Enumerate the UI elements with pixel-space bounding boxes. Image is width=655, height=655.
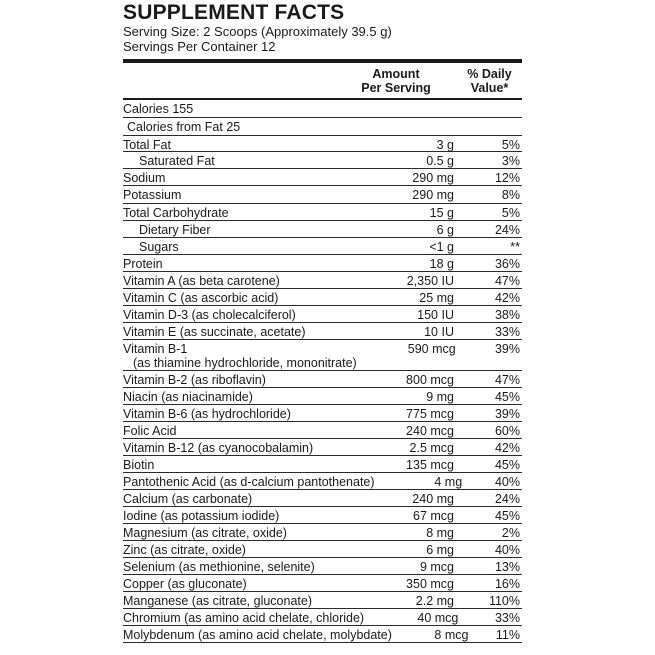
nutrient-name: Vitamin B-1 (as thiamine hydrochloride, mononitrate) (123, 342, 357, 370)
nutrient-daily-value: 40% (494, 543, 520, 557)
nutrient-amount: 2,350 IU (406, 274, 454, 288)
nutrient-name: Zinc (as citrate, oxide) (123, 543, 246, 557)
nutrient-daily-value: 12% (494, 171, 520, 185)
nutrient-row (123, 473, 522, 490)
nutrient-amount: 800 mcg (406, 373, 454, 387)
nutrient-amount: 150 IU (417, 308, 454, 322)
nutrient-row (123, 388, 522, 405)
nutrient-amount: 25 mg (419, 291, 454, 305)
nutrient-amount: 590 mcg (407, 342, 456, 356)
nutrient-amount: 40 mcg (417, 611, 459, 625)
nutrient-daily-value: 33% (494, 325, 520, 339)
nutrient-amount: 240 mcg (406, 424, 454, 438)
nutrient-name: Biotin (123, 458, 155, 472)
nutrient-amount: 10 IU (424, 325, 454, 339)
nutrient-name: Calories 155 (123, 102, 194, 116)
nutrient-source: (as thiamine hydrochloride, mononitrate) (133, 356, 357, 370)
nutrient-daily-value: 36% (494, 257, 520, 271)
supplement-facts-panel (123, 0, 522, 643)
nutrient-name: Vitamin B-2 (as riboflavin) (123, 373, 266, 387)
nutrient-name: Dietary Fiber (139, 223, 211, 237)
nutrient-name: Vitamin D-3 (as cholecalciferol) (123, 308, 296, 322)
nutrient-name: Protein (123, 257, 163, 271)
nutrient-amount: 350 mcg (406, 577, 454, 591)
nutrient-amount: 6 g (436, 223, 454, 237)
nutrient-name: Folic Acid (123, 424, 177, 438)
nutrient-amount: 290 mg (412, 171, 454, 185)
nutrient-daily-value: 5% (501, 206, 520, 220)
nutrient-row (123, 323, 522, 340)
nutrient-daily-value: 24% (494, 223, 520, 237)
nutrient-daily-value: 13% (494, 560, 520, 574)
nutrient-daily-value: 38% (494, 308, 520, 322)
nutrient-row (123, 524, 522, 541)
nutrient-name: Molybdenum (as amino acid chelate, molybdate) (123, 628, 392, 642)
nutrient-daily-value: 40% (494, 475, 520, 489)
nutrient-amount: 67 mcg (413, 509, 454, 523)
nutrient-name: Copper (as gluconate) (123, 577, 247, 591)
nutrient-daily-value: 45% (494, 390, 520, 404)
column-header (123, 63, 522, 98)
nutrient-amount: 2.2 mg (415, 594, 454, 608)
nutrient-name: Potassium (123, 188, 182, 202)
nutrient-row (123, 118, 522, 136)
nutrient-name: Chromium (as amino acid chelate, chloride) (123, 611, 365, 625)
nutrient-daily-value: 39% (494, 342, 520, 356)
nutrient-amount: 9 mg (426, 390, 454, 404)
nutrient-amount: 4 mg (434, 475, 463, 489)
nutrient-row (123, 238, 522, 255)
nutrient-row (123, 306, 522, 323)
header-daily-value: % Daily Value* (467, 66, 512, 95)
nutrient-name: Niacin (as niacinamide) (123, 390, 253, 404)
nutrient-row (123, 507, 522, 524)
nutrient-name: Vitamin B-12 (as cyanocobalamin) (123, 441, 314, 455)
nutrient-row (123, 575, 522, 592)
nutrient-name: Vitamin A (as beta carotene) (123, 274, 280, 288)
nutrient-row (123, 626, 522, 643)
nutrient-name: Total Carbohydrate (123, 206, 229, 220)
nutrient-amount: 3 g (436, 138, 454, 152)
nutrient-amount: <1 g (429, 240, 454, 254)
nutrient-row (123, 255, 522, 272)
nutrient-amount: 15 g (429, 206, 454, 220)
nutrient-daily-value: 45% (494, 458, 520, 472)
nutrient-name: Calcium (as carbonate) (123, 492, 253, 506)
nutrient-table (123, 100, 522, 643)
nutrient-name: Vitamin B-6 (as hydrochloride) (123, 407, 291, 421)
nutrient-daily-value: 8% (501, 188, 520, 202)
nutrient-row (123, 456, 522, 473)
nutrient-row (123, 490, 522, 507)
nutrient-amount: 775 mcg (406, 407, 454, 421)
nutrient-name: Magnesium (as citrate, oxide) (123, 526, 287, 540)
nutrient-daily-value: 39% (494, 407, 520, 421)
nutrient-amount: 18 g (429, 257, 454, 271)
nutrient-amount: 6 mg (426, 543, 454, 557)
nutrient-row (123, 272, 522, 289)
nutrient-daily-value: 42% (494, 441, 520, 455)
nutrient-daily-value: 33% (494, 611, 520, 625)
nutrient-row (123, 609, 522, 626)
nutrient-row (123, 422, 522, 439)
nutrient-daily-value: 5% (501, 138, 520, 152)
nutrient-row (123, 592, 522, 609)
nutrient-daily-value: 16% (494, 577, 520, 591)
nutrient-name: Sugars (139, 240, 179, 254)
nutrient-amount: 9 mcg (419, 560, 454, 574)
nutrient-name: Total Fat (123, 138, 171, 152)
serving-size: Serving Size: 2 Scoops (Approximately 39.5 g) (123, 24, 392, 39)
nutrient-daily-value: 60% (494, 424, 520, 438)
nutrient-row (123, 371, 522, 388)
label-title: SUPPLEMENT FACTS (123, 1, 345, 24)
nutrient-row (123, 152, 522, 169)
nutrient-daily-value: 42% (494, 291, 520, 305)
nutrient-row (123, 558, 522, 575)
nutrient-row (123, 169, 522, 186)
nutrient-name: Iodine (as potassium iodide) (123, 509, 280, 523)
nutrient-row (123, 439, 522, 456)
nutrient-name: Vitamin E (as succinate, acetate) (123, 325, 306, 339)
nutrient-name: Manganese (as citrate, gluconate) (123, 594, 312, 608)
nutrient-amount: 8 mg (426, 526, 454, 540)
nutrient-name: Saturated Fat (139, 154, 215, 168)
nutrient-row (123, 100, 522, 118)
nutrient-row (123, 221, 522, 238)
nutrient-daily-value: 47% (494, 373, 520, 387)
nutrient-daily-value: 45% (494, 509, 520, 523)
nutrient-row (123, 289, 522, 306)
nutrient-daily-value: 24% (494, 492, 520, 506)
nutrient-row (123, 340, 522, 371)
nutrient-amount: 240 mg (412, 492, 454, 506)
nutrient-amount: 0.5 g (426, 154, 454, 168)
nutrient-row (123, 186, 522, 204)
nutrient-name: Selenium (as methionine, selenite) (123, 560, 315, 574)
nutrient-row (123, 405, 522, 422)
nutrient-name: Sodium (123, 171, 166, 185)
nutrient-amount: 290 mg (412, 188, 454, 202)
servings-per-container: Servings Per Container 12 (123, 39, 276, 54)
nutrient-daily-value: 2% (501, 526, 520, 540)
nutrient-amount: 135 mcg (406, 458, 454, 472)
nutrient-daily-value: 47% (494, 274, 520, 288)
nutrient-daily-value: 110% (488, 594, 520, 608)
nutrient-daily-value: 3% (501, 154, 520, 168)
nutrient-row (123, 204, 522, 221)
nutrient-row (123, 136, 522, 152)
nutrient-row (123, 541, 522, 558)
nutrient-amount: 2.5 mcg (409, 441, 454, 455)
nutrient-name: Vitamin C (as ascorbic acid) (123, 291, 279, 305)
nutrient-name: Calories from Fat 25 (127, 120, 241, 134)
header-amount: Amount Per Serving (361, 66, 431, 95)
nutrient-daily-value: 11% (495, 628, 520, 642)
nutrient-daily-value: ** (510, 240, 520, 254)
nutrient-amount: 8 mcg (434, 628, 469, 642)
nutrient-name: Pantothenic Acid (as d-calcium pantothenate) (123, 475, 375, 489)
